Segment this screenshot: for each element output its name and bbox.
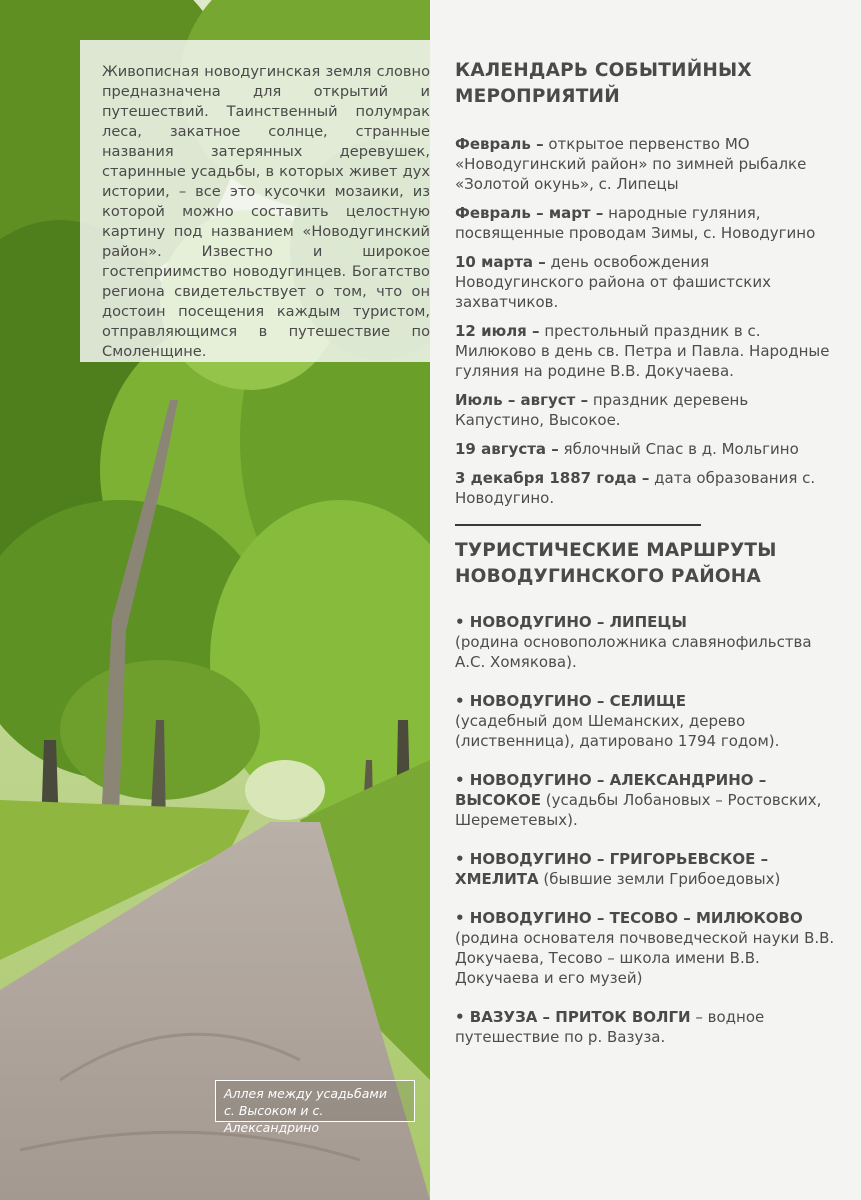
event-item	[455, 321, 835, 381]
right-column	[455, 58, 835, 1066]
event-date: Июль – август –	[455, 391, 589, 409]
route-desc: (бывшие земли Грибоедовых)	[543, 870, 781, 888]
route-item	[455, 849, 835, 889]
section-divider	[455, 524, 701, 526]
route-item	[455, 770, 835, 830]
event-date: 10 марта –	[455, 253, 546, 271]
routes-title-line-1: ТУРИСТИЧЕСКИЕ МАРШРУТЫ	[455, 540, 777, 561]
event-item	[455, 439, 835, 459]
caption-line-1: Аллея между усадьбами	[224, 1086, 387, 1101]
event-date: 3 декабря 1887 года –	[455, 469, 650, 487]
event-text: дата образования с. Новодугино.	[455, 469, 816, 507]
event-date: Февраль –	[455, 135, 544, 153]
event-date: 12 июля –	[455, 322, 540, 340]
event-item	[455, 468, 835, 508]
route-desc: (родина основателя почвоведческой науки В.В. Докучаева, Тесово – школа имени В.В. Докучаева и его музей)	[455, 929, 835, 987]
event-text: народные гуляния, посвященные проводам Зимы, с. Новодугино	[455, 204, 816, 242]
calendar-title	[455, 58, 835, 110]
routes-title-line-2: НОВОДУГИНСКОГО РАЙОНА	[455, 566, 761, 587]
route-name: • НОВОДУГИНО – ТЕСОВО – МИЛЮКОВО	[455, 909, 803, 927]
event-text: престольный праздник в с. Милюково в день св. Петра и Павла. Народные гуляния на родине В.В. Докучаева.	[455, 322, 830, 380]
event-date: Февраль – март –	[455, 204, 604, 222]
route-name: • НОВОДУГИНО – СЕЛИЩЕ	[455, 692, 686, 710]
events-list	[455, 134, 835, 508]
routes-list	[455, 612, 835, 1047]
event-item	[455, 203, 835, 243]
event-item	[455, 134, 835, 194]
route-item	[455, 691, 835, 751]
event-text: праздник деревень Капустино, Высокое.	[455, 391, 749, 429]
event-item	[455, 390, 835, 430]
calendar-title-line-2: МЕРОПРИЯТИЙ	[455, 86, 620, 107]
route-desc: – водное путешествие по р. Вазуза.	[455, 1008, 765, 1046]
route-item	[455, 908, 835, 988]
photo-caption	[215, 1080, 415, 1135]
intro-text: Живописная новодугинская земля словно предназначена для открытий и путешествий. Таинственный полумрак леса, закатное солнце, странные названия затерянных деревушек, старинные усадьбы, в которых живет дух истории, – все это кусочки мозаики, из которой можно составить целостную картину под названием «Новодугинский район». Известно и широкое гостеприимство новодугинцев. Богатство региона свидетельствует о том, что он достоин посещения каждым туристом, отправляющимся в путешествие по Смоленщине.	[102, 63, 430, 360]
calendar-title-line-1: КАЛЕНДАРЬ СОБЫТИЙНЫХ	[455, 60, 752, 81]
event-item	[455, 252, 835, 312]
routes-title	[455, 538, 835, 590]
event-text: яблочный Спас в д. Мольгино	[563, 440, 799, 458]
route-item	[455, 1007, 835, 1047]
route-name: • НОВОДУГИНО – АЛЕКСАНДРИНО – ВЫСОКОЕ	[455, 771, 767, 809]
event-date: 19 августа –	[455, 440, 559, 458]
route-name: • ВАЗУЗА – ПРИТОК ВОЛГИ	[455, 1008, 691, 1026]
route-desc: (усадебный дом Шеманских, дерево (лиственница), датировано 1794 годом).	[455, 712, 780, 750]
event-text: день освобождения Новодугинского района от фашистских захватчиков.	[455, 253, 771, 311]
route-item	[455, 612, 835, 672]
caption-line-2: с. Высоком и с. Александрино	[224, 1103, 324, 1135]
route-name: • НОВОДУГИНО – ГРИГОРЬЕВСКОЕ – ХМЕЛИТА	[455, 850, 769, 888]
route-name: • НОВОДУГИНО – ЛИПЕЦЫ	[455, 613, 687, 631]
event-text: открытое первенство МО «Новодугинский район» по зимней рыбалке «Золотой окунь», с. Липецы	[455, 135, 807, 193]
route-desc: (усадьбы Лобановых – Ростовских, Шереметевых).	[455, 791, 822, 829]
route-desc: (родина основоположника славянофильства А.С. Хомякова).	[455, 633, 812, 671]
